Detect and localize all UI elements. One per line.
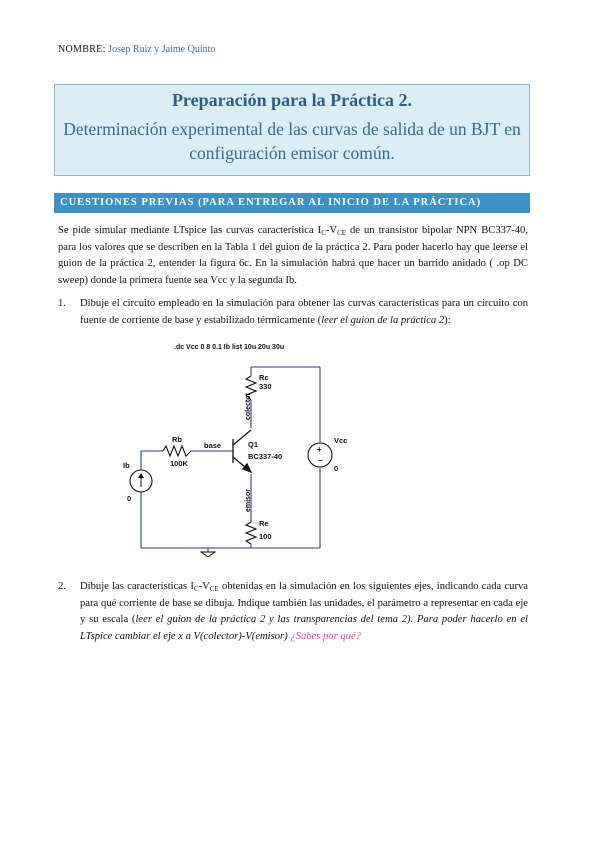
intro-text-2: de un transistor bipolar NPN BC337-40, para los valores que se describen en la Tabla 1 del guion de la práctica 2. Para poder hacerlo hay que leerse el guion de la práctica 2, entender la figura 6c. En la simulación habrá que hacer un barrido anidado ( .op DC sweep) donde la primera fuente sea Vcc y la segunda Ib. [58,225,528,286]
intro-sub-ce: CE [337,229,347,237]
transistor-npn-icon [233,430,251,472]
resistor-re-icon [246,522,256,544]
q-model: BC337-40 [248,452,283,461]
intro-text-1: Se pide simular mediante LTspice las curvas característica I [58,225,322,236]
resistor-rb-icon [163,446,191,456]
intro-paragraph [58,223,528,289]
question-tail: ): [444,314,451,326]
rb-value: 100K [170,459,188,468]
name-label: NOMBRE: [58,44,106,55]
base-label: base [204,441,222,450]
q-name: Q1 [248,440,259,449]
question-sub-ce: CE [209,585,219,593]
question-2 [58,579,528,645]
collector-label: colector [245,392,252,420]
section-header: CUESTIONES PREVIAS (PARA ENTREGAR AL INICIO DE LA PRÁCTICA) [54,193,530,213]
vcc-value: 0 [334,464,339,473]
intro-dash: -V [325,225,338,236]
question-dash: -V [198,581,210,592]
question-highlight: ¿Sabes por qué? [290,630,361,642]
question-number: 1. [58,298,66,309]
question-italic: leer el guion de la práctica 2 y las transparencias del tema 2). Para poder hacerlo en el LTspice cambiar el eje x a V(colector)-V(emisor) [80,614,528,642]
page-subtitle: Determinación experimental de las curvas de salida de un BJT en configuración emisor común. [63,119,521,163]
intro-sub-c: C [321,229,326,237]
re-value: 100 [259,532,272,541]
minus-sign: − [318,456,323,465]
question-text-1: Dibuje las características I [80,581,194,592]
ground-icon [201,552,215,557]
question-text-2: obtenidas en la simulación en los siguientes ejes, indicando cada curva para qué corriente de base se dibuja. Indique también las unidades, el parámetro a representar en cada eje y su escala ( [80,581,529,625]
question-sub-c: C [193,585,199,593]
question-1 [58,296,528,329]
title-box [54,84,530,176]
ib-name: Ib [123,461,130,470]
emitter-label: emisor [245,489,252,512]
rc-name: Rc [259,373,269,382]
ib-value: 0 [127,494,132,503]
rb-name: Rb [172,435,182,444]
page-title: Preparación para la Práctica 2. [171,90,413,110]
name-line [58,44,215,55]
re-name: Re [259,519,269,528]
circuit-schematic [108,342,358,557]
rc-value: 330 [259,382,272,391]
name-value: Josep Ruiz y Jaime Quinto [108,44,216,55]
wires [141,367,320,552]
vcc-name: Vcc [334,436,348,445]
question-number: 2. [58,581,66,592]
plus-sign: + [317,445,322,454]
question-italic: leer el guion de la práctica 2 [321,314,445,326]
spice-directive: .dc Vcc 0 8 0.1 Ib list 10u 20u 30u [174,344,285,351]
question-text: Dibuje el circuito empleado en la simulación para obtener las curvas características para un circuito con fuente de corriente de base y estabilizado térmicamente ( [80,298,528,326]
